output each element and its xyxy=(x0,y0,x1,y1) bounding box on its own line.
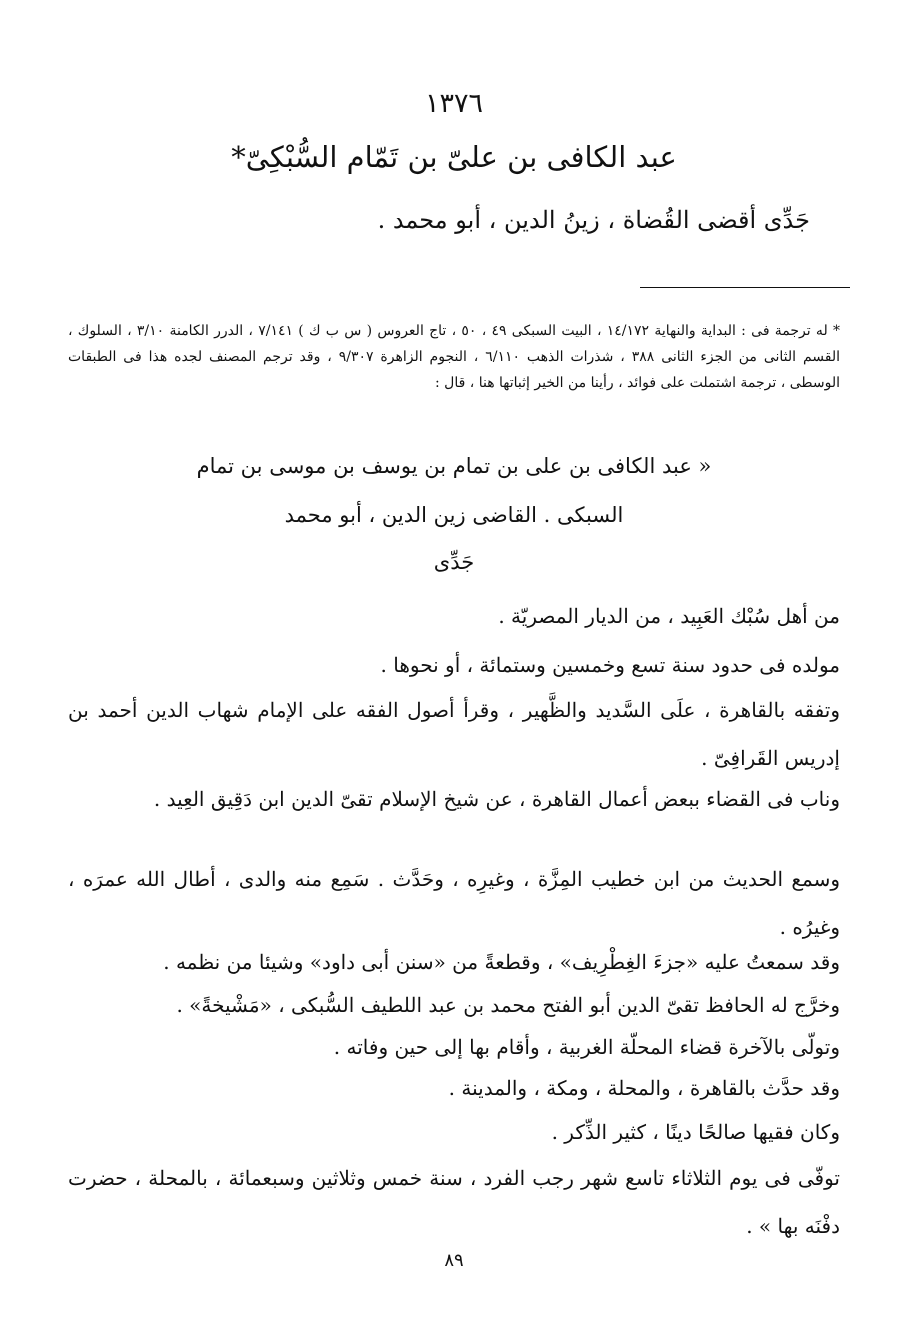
quote-line: جَدِّى xyxy=(433,550,475,574)
body-paragraph: وتفقه بالقاهرة ، علَى السَّديد والظَّهير ، وقرأ أصول الفقه على الإمام شهاب الدين أحمد بن إدريس القَرافِىّ . xyxy=(68,698,840,770)
body-paragraph: من أهل سُبْك العَبِيد ، من الديار المصريّة . xyxy=(498,604,840,628)
body-paragraph: وقد سمعتُ عليه «جزءَ الغِطْرِيف» ، وقطعةً من «سنن أبى داود» وشيئا من نظمه . xyxy=(163,950,840,974)
footnote: * له ترجمة فى : البداية والنهاية ١٤/١٧٢ ، البيت السبكى ٤٩ ، ٥٠ ، تاج العروس ( س ب ك ) ٧/١٤١ ، الدرر الكامنة ٣/١٠ ، السلوك ، القسم الثانى من الجزء الثانى ٣٨٨ ، شذرات الذهب ٦/١١٠ ، النجوم الزاهرة ٩/٣٠٧ ، وقد ترجم المصنف لجده هذا فى الطبقات الوسطى ، ترجمة اشتملت على فوائد ، رأينا من الخير إثباتها هنا ، قال : xyxy=(68,323,841,391)
footnote-divider xyxy=(640,287,850,288)
quote-line: « عبد الكافى بن على بن تمام بن يوسف بن موسى بن تمام xyxy=(196,454,712,478)
entry-number: ١٣٧٦ xyxy=(424,88,483,119)
body-paragraph: مولده فى حدود سنة تسع وخمسين وستمائة ، أو نحوها . xyxy=(380,653,840,677)
body-paragraph: توفّى فى يوم الثلاثاء تاسع شهر رجب الفرد ، سنة خمس وثلاثين وسبعمائة ، بالمحلة ، حضرت دفْنَه بها » . xyxy=(68,1166,840,1238)
body-paragraph: وكان فقيها صالحًا دينًا ، كثير الذِّكر . xyxy=(551,1120,840,1144)
entry-title: عبد الكافى بن علىّ بن تَمّام السُّبْكِىّ* xyxy=(231,140,677,174)
body-paragraph: وناب فى القضاء ببعض أعمال القاهرة ، عن شيخ الإسلام تقىّ الدين ابن دَقِيق العِيد . xyxy=(153,787,840,811)
body-paragraph: وخرَّج له الحافظ تقىّ الدين أبو الفتح محمد بن عبد اللطيف السُّبكى ، «مَشْيخةً» . xyxy=(176,993,840,1017)
body-paragraph: وتولّى بالآخرة قضاء المحلّة الغربية ، وأقام بها إلى حين وفاته . xyxy=(333,1035,840,1059)
body-paragraph: وقد حدَّث بالقاهرة ، والمحلة ، ومكة ، والمدينة . xyxy=(448,1076,840,1100)
page-number: ٨٩ xyxy=(444,1250,464,1271)
entry-subtitle: جَدِّى أقضى القُضاة ، زينُ الدين ، أبو محمد . xyxy=(377,206,810,234)
body-paragraph: وسمع الحديث من ابن خطيب المِزَّة ، وغيرِه ، وحَدَّث . سَمِع منه والدى ، أطال الله عمرَه ، وغيرُه . xyxy=(68,867,840,939)
quote-line: السبكى . القاضى زين الدين ، أبو محمد xyxy=(284,503,624,527)
